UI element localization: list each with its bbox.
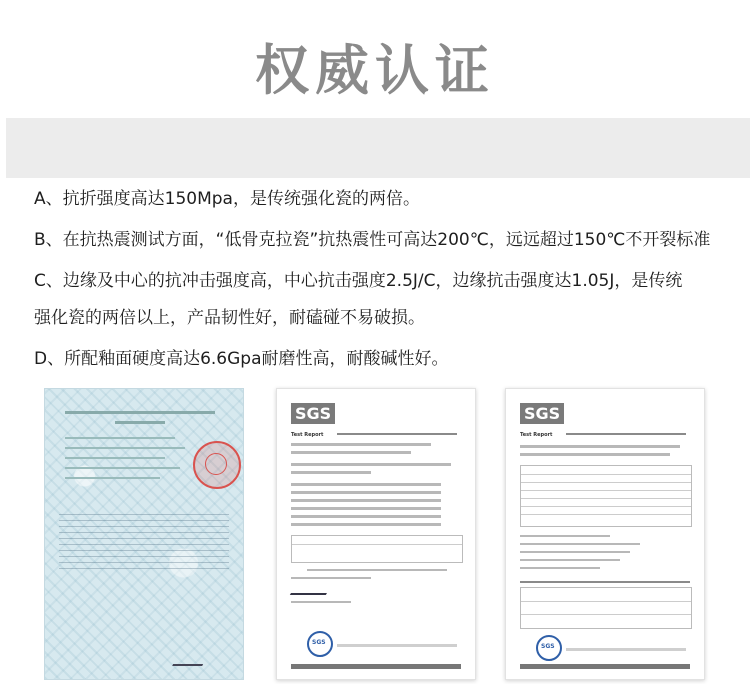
report-title: Test Report xyxy=(520,432,553,438)
results-table xyxy=(291,535,463,563)
sgs-seal: SGS xyxy=(307,631,333,657)
report-text-line xyxy=(520,559,620,561)
signature-mark xyxy=(172,654,208,666)
header-band xyxy=(6,118,750,178)
report-text-line xyxy=(520,567,600,569)
sgs-logo: SGS xyxy=(520,403,564,424)
report-text-line xyxy=(291,601,351,603)
report-text-line xyxy=(291,451,411,454)
certificate-sgs-report-1[interactable] xyxy=(276,388,476,680)
report-text-line xyxy=(291,577,371,579)
report-text-line xyxy=(291,463,451,466)
report-text-line xyxy=(291,443,431,446)
report-text-line xyxy=(65,477,160,479)
certificate-inspection-report[interactable] xyxy=(44,388,244,680)
feature-line-d: D、所配釉面硬度高达6.6Gpa耐磨性高，耐酸碱性好。 xyxy=(34,349,449,369)
signature-mark xyxy=(290,584,332,595)
report-text-line xyxy=(65,437,175,439)
red-seal-stamp xyxy=(193,441,241,489)
report-footer xyxy=(520,664,690,669)
report-header-line xyxy=(65,411,215,414)
report-table xyxy=(59,509,229,569)
report-footer xyxy=(291,664,461,669)
report-text-line xyxy=(520,551,630,553)
feature-line-a: A、抗折强度高达150Mpa，是传统强化瓷的两倍。 xyxy=(34,189,420,209)
sgs-logo: SGS xyxy=(291,403,335,424)
report-text-line xyxy=(520,453,670,456)
certificate-sgs-report-2[interactable] xyxy=(505,388,705,680)
report-footer-line xyxy=(566,648,686,651)
feature-line-c-cont: 强化瓷的两倍以上，产品韧性好，耐磕碰不易破损。 xyxy=(34,308,425,328)
report-section-line xyxy=(520,581,690,583)
report-text-line xyxy=(520,535,610,537)
report-text-line xyxy=(291,471,371,474)
report-header-line xyxy=(337,433,457,435)
report-field-line xyxy=(291,491,441,494)
report-text-line xyxy=(307,569,447,571)
report-title: Test Report xyxy=(291,432,324,438)
feature-line-c: C、边缘及中心的抗冲击强度高，中心抗击强度2.5J/C，边缘抗击强度达1.05J，是传统 xyxy=(34,271,683,291)
report-text-line xyxy=(65,457,165,459)
feature-line-b: B、在抗热震测试方面，“低骨克拉瓷”抗热震性可高达200℃，远远超过150℃不开裂标准 xyxy=(34,230,711,250)
report-field-line xyxy=(291,499,441,502)
report-subheader-line xyxy=(115,421,165,424)
sgs-seal: SGS xyxy=(536,635,562,661)
page-title: 权威认证 xyxy=(255,38,495,102)
report-text-line xyxy=(65,467,180,469)
report-header-line xyxy=(566,433,686,435)
report-text-line xyxy=(520,543,640,545)
report-text-line xyxy=(520,445,680,448)
category-table xyxy=(520,587,692,629)
results-table xyxy=(520,465,692,527)
report-field-line xyxy=(291,523,441,526)
report-field-line xyxy=(291,515,441,518)
report-footer-line xyxy=(337,644,457,647)
report-text-line xyxy=(65,447,185,449)
report-field-line xyxy=(291,507,441,510)
report-field-line xyxy=(291,483,441,486)
